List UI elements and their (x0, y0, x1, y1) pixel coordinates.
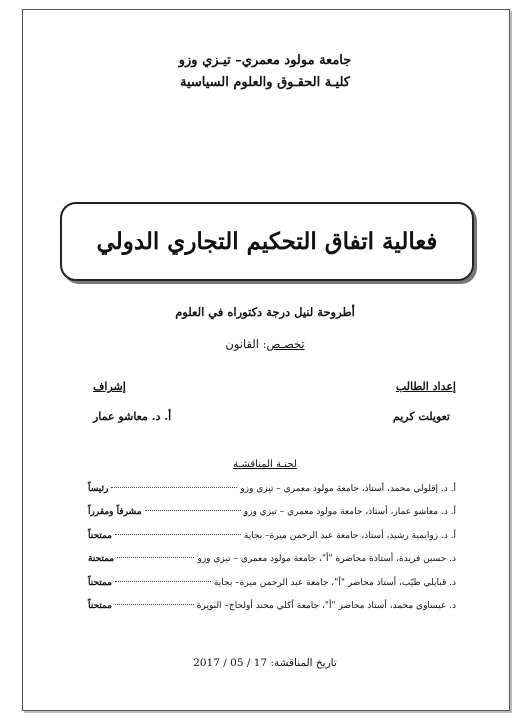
leader-dots (145, 510, 241, 511)
committee-member (88, 578, 456, 601)
committee-member (88, 601, 456, 624)
member-name: د. عيساوي محمد، أستاذ محاضر "أ"، جامعة أكلي محند أولحاج– البويرة (196, 600, 456, 611)
student-name: تعويلت كريم (392, 410, 450, 423)
member-role: ممتحناً (88, 577, 113, 588)
specialty-label: تخصـص (266, 337, 305, 351)
thesis-type: أطروحة لنيل درجة دكتوراه في العلوم (175, 305, 355, 319)
specialty-value: : القانون (225, 337, 267, 351)
university-name: جامعة مولود معمري– تيـزي وزو (178, 53, 352, 68)
title-frame (60, 202, 474, 281)
leader-dots (115, 604, 194, 605)
committee-member (88, 484, 456, 507)
leader-dots (111, 487, 237, 488)
member-name: أ. د. زوايمية رشيد، أستاذ، جامعة عبد الرحمن ميرة– بجاية (243, 530, 456, 541)
leader-dots (115, 581, 211, 582)
member-role: رئيساً (88, 484, 109, 494)
faculty-name: كليـة الحقـوق والعلوم السياسية (180, 75, 350, 90)
thesis-title: فعالية اتفاق التحكيم التجاري الدولي (96, 228, 438, 255)
defense-date: تاريخ المناقشة: 17 / 05 / 2017 (193, 657, 337, 669)
member-role: مشرفاً ومقرراً (88, 507, 142, 518)
member-name: أ. د. إقلولي محمد، أستاذ، جامعة مولود معمري – تيزي وزو (240, 484, 456, 494)
specialty (0, 337, 530, 351)
member-role: ممتحناً (88, 530, 113, 541)
supervision-label: إشراف (93, 380, 126, 393)
member-role: ممتحناً (88, 600, 113, 611)
member-name: أ. د. معاشو عمار، أستاذ، جامعة مولود معمري – تيزي وزو (243, 507, 456, 518)
member-name: د. حسين فريدة، أستاذة محاضرة "أ"، جامعة مولود معمري – تيزي وزو (197, 554, 456, 565)
leader-dots (115, 534, 241, 535)
member-role: ممتحنة (88, 554, 115, 565)
institution-header (0, 50, 530, 94)
committee-member (88, 531, 456, 554)
supervisor-name: أ. د. معاشو عمار (93, 410, 172, 423)
committee-list (88, 484, 456, 624)
committee-member (88, 507, 456, 530)
member-name: د. قبايلي طيّب، أستاذ محاضر "أ"، جامعة عبد الرحمن ميرة– بجاية (213, 577, 456, 588)
leader-dots (117, 557, 194, 558)
committee-member (88, 554, 456, 577)
committee-title: لجنـة المناقشـة (233, 459, 297, 470)
preparation-label: إعداد الطالب (395, 380, 456, 393)
